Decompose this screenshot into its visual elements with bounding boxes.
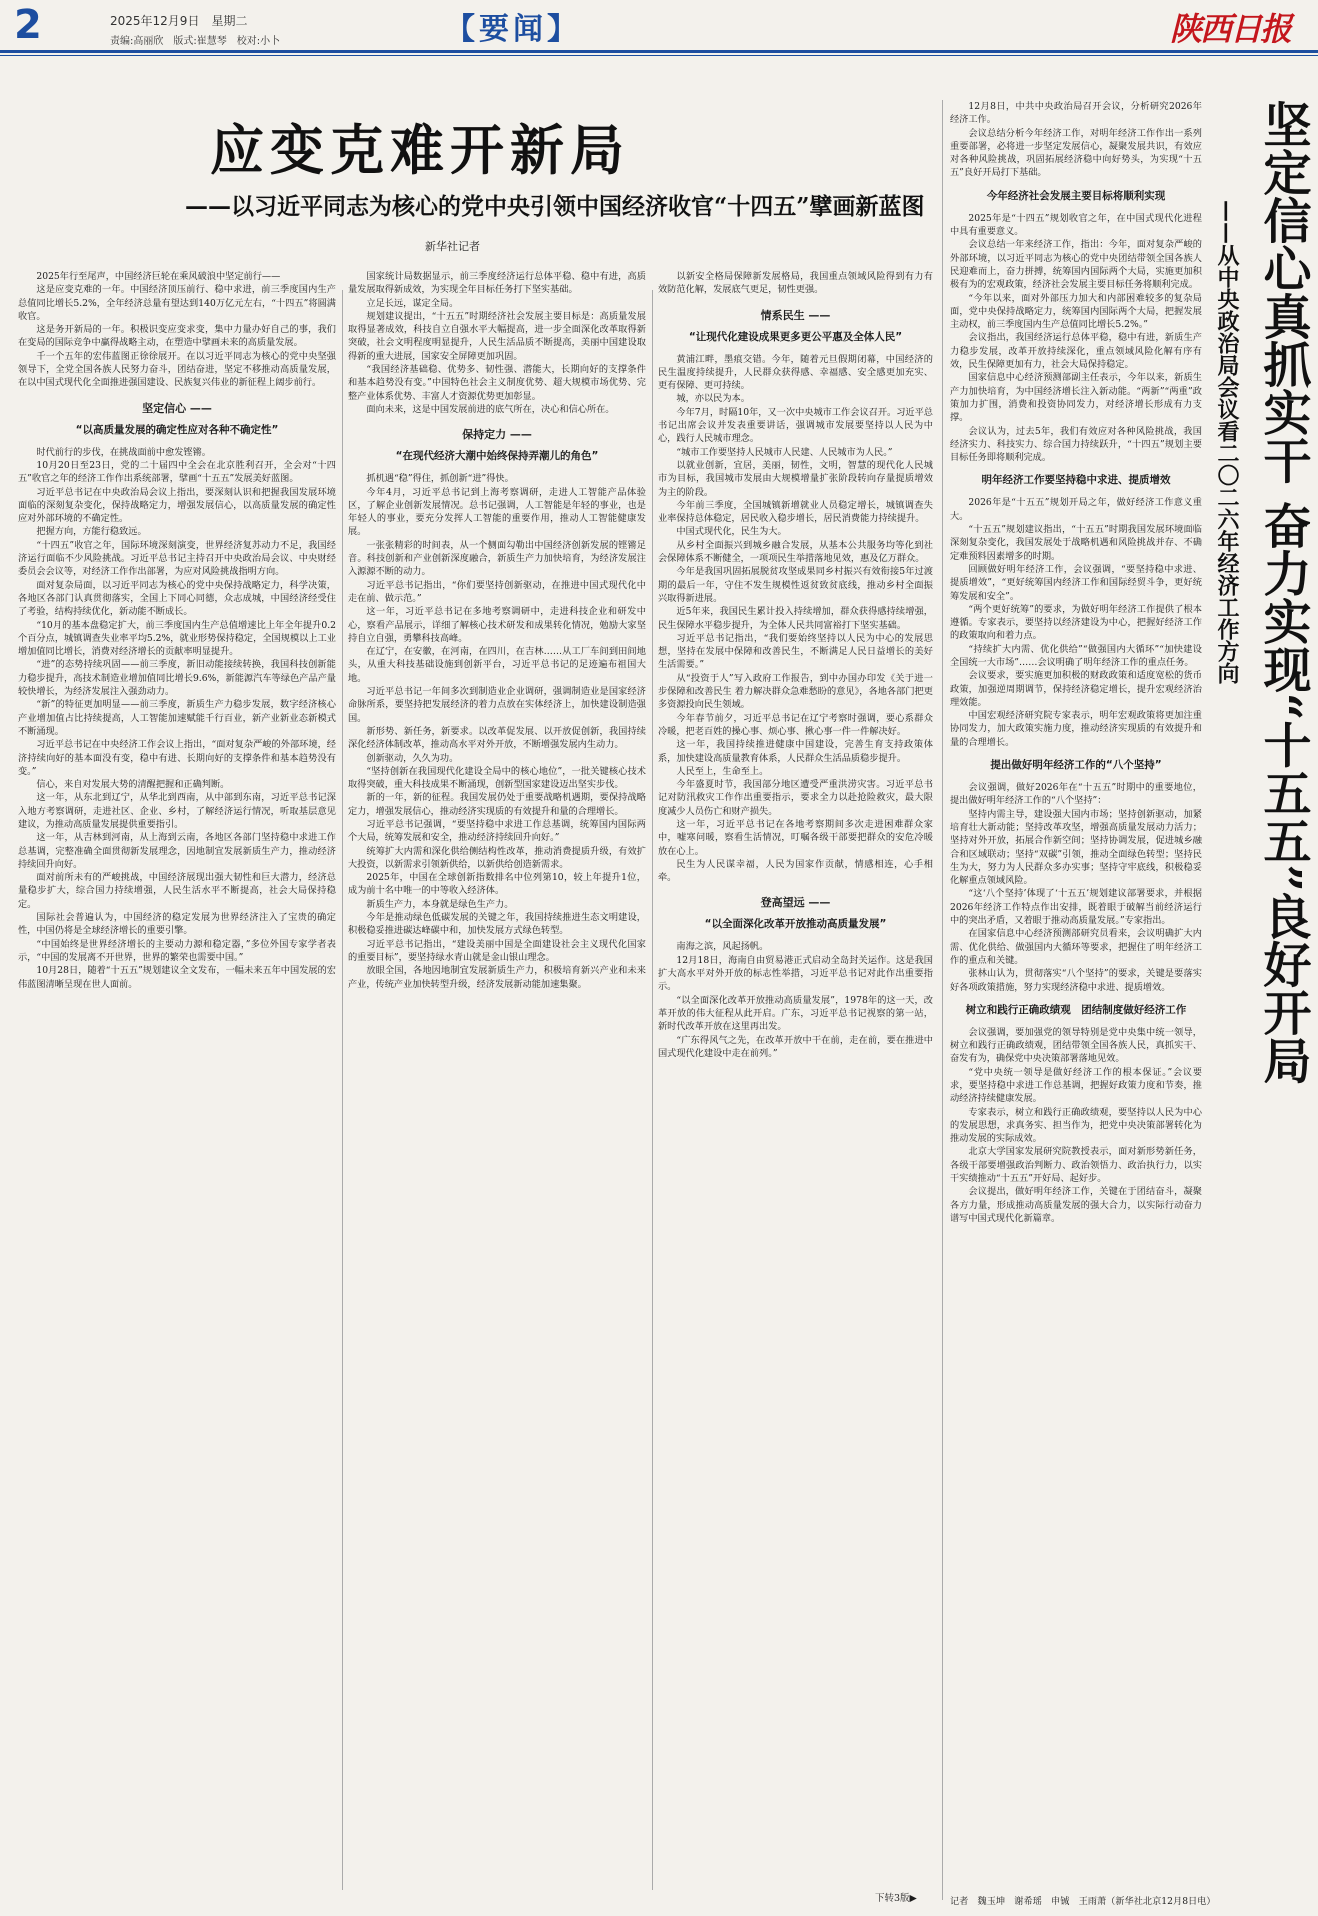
article-paragraph: 在辽宁，在安徽，在河南，在四川，在吉林……从工厂车间到田间地头，从重大科技基础设施到创新平台，习近平总书记的足迹遍布祖国大地。 xyxy=(348,646,646,684)
page-number: 2 xyxy=(14,2,42,48)
article-paragraph: 专家表示，树立和践行正确政绩观，要坚持以人民为中心的发展思想，求真务实、担当作为，把党中央决策部署转化为推动发展的实际成效。 xyxy=(950,1106,1202,1145)
article-paragraph: 这是务开新局的一年。积极识变应变求变，集中力量办好自己的事，我们在变局的国际竞争中赢得战略主动，在塑造中擘画未来的高质量发展。 xyxy=(18,324,336,349)
article-paragraph: 会议提出，做好明年经济工作，关键在于团结奋斗，凝聚各方力量，形成推动高质量发展的强大合力，以实际行动奋力谱写中国式现代化新篇章。 xyxy=(950,1186,1202,1224)
article-paragraph: 会议强调，要加强党的领导特别是党中央集中统一领导，树立和践行正确政绩观，团结带领全国各族人民，真抓实干、奋发有为，确保党中央决策部署落地见效。 xyxy=(950,1026,1202,1065)
article-paragraph: 这一年，从吉林到河南，从上海到云南，各地区各部门坚持稳中求进工作总基调，完整准确全面贯彻新发展理念，因地制宜发展新质生产力，推动经济持续回升向好。 xyxy=(18,832,336,870)
side-article-credit xyxy=(950,1895,1310,1911)
section-subhead: 登高望远 —— xyxy=(760,896,831,910)
article-paragraph: 2025年是“十四五”规划收官之年，在中国式现代化进程中具有重要意义。 xyxy=(950,212,1202,238)
masthead xyxy=(0,0,1318,48)
article-paragraph: “这‘八个坚持’体现了‘十五五’规划建议部署要求，并根据2026年经济工作特点作出安排，既着眼于破解当前经济运行中的突出矛盾，又着眼于推动高质量发展。”专家指出。 xyxy=(950,888,1202,927)
article-paragraph: “十五五”规划建议指出，“十五五”时期我国发展环境面临深刻复杂变化，我国发展处于战略机遇和风险挑战并存、不确定难预料因素增多的时期。 xyxy=(950,524,1202,562)
article-paragraph: “广东得风气之先，在改革开放中干在前，走在前，要在推进中国式现代化建设中走在前列。” xyxy=(658,1034,933,1059)
article-paragraph: “两个更好统筹”的要求，为做好明年经济工作提供了根本遵循。专家表示，要坚持以经济建设为中心，把握好经济工作的政策取向和着力点。 xyxy=(950,603,1202,642)
section-subhead-quote: “以高质量发展的确定性应对各种不确定性” xyxy=(75,423,279,436)
article-paragraph: 在国家信息中心经济预测部研究员看来，会议明确扩大内需、优化供给、做强国内大循环等要求，把握住了明年经济工作的重点和关键。 xyxy=(950,928,1202,966)
article-paragraph: 信心，来自对发展大势的清醒把握和正确判断。 xyxy=(36,779,230,791)
section-subhead: 坚定信心 —— xyxy=(142,401,212,415)
article-paragraph: 立足长远，谋定全局。 xyxy=(366,297,459,309)
article-paragraph: 这一年，从东北到辽宁，从华北到西南，从中部到东南，习近平总书记深入地方考察调研，走进社区、企业、乡村，了解经济运行情况，听取基层意见建议，为推动高质量发展提供重要指引。 xyxy=(18,792,336,830)
article-paragraph: 会议指出，我国经济运行总体平稳，稳中有进，新质生产力稳步发展，改革开放持续深化，重点领域风险化解有序有效，民生保障更加有力，社会大局保持稳定。 xyxy=(950,332,1202,371)
article-paragraph: “城市工作要坚持人民城市人民建、人民城市为人民。” xyxy=(676,446,893,458)
article-paragraph: “十四五”收官之年，国际环境深刻演变，世界经济复苏动力不足，我国经济运行面临不少风险挑战。习近平总书记主持召开中央政治局会议、中央财经委员会会议等，对经济工作作出部署，为应对风险挑战指明方向。 xyxy=(18,539,336,578)
section-subhead: 明年经济工作要坚持稳中求进、提质增效 xyxy=(981,474,1171,487)
column-divider xyxy=(652,290,653,1890)
section-subhead-quote: “让现代化建设成果更多更公平惠及全体人民” xyxy=(688,330,903,343)
article-paragraph: 国家信息中心经济预测部副主任表示，今年以来，新质生产力加快培育，为中国经济增长注入新动能。“两新”“两重”政策加力扩围，消费和投资协同发力，对经济增长形成有力支撑。 xyxy=(950,372,1202,424)
masthead-rule-thin xyxy=(0,55,1318,56)
article-paragraph: 2026年是“十五五”规划开局之年，做好经济工作意义重大。 xyxy=(950,497,1202,522)
article-paragraph: 习近平总书记指出，“我们要始终坚持以人民为中心的发展思想，坚持在发展中保障和改善民生，不断满足人民日益增长的美好生活需要。” xyxy=(658,632,933,671)
article-paragraph: 统筹扩大内需和深化供给侧结构性改革，推动消费提质升级，有效扩大投资，以新需求引领新供给，以新供给创造新需求。 xyxy=(348,845,646,870)
article-paragraph: 张林山认为，贯彻落实“八个坚持”的要求，关键是要落实好各项政策措施，努力实现经济稳中求进、提质增效。 xyxy=(950,968,1202,993)
article-paragraph: 中国式现代化，民生为大。 xyxy=(676,526,787,538)
article-paragraph: 规划建议提出，“十五五”时期经济社会发展主要目标是：高质量发展取得显著成效，科技自立自强水平大幅提高，进一步全面深化改革取得新突破，社会文明程度明显提升，人民生活品质不断提高，美丽中国建设取得新的重大进展，国家安全屏障更加巩固。 xyxy=(348,310,646,362)
article-paragraph: 民生为人民谋幸福，人民为国家作贡献，情感相连，心手相牵。 xyxy=(658,858,933,884)
article-paragraph: “党中央统一领导是做好经济工作的根本保证。”会议要求，要坚持稳中求进工作总基调，把握好政策力度和节奏，推动经济持续健康发展。 xyxy=(950,1066,1202,1105)
article-paragraph: 习近平总书记强调，“要坚持稳中求进工作总基调，统筹国内国际两个大局，统筹发展和安全，推动经济持续回升向好。” xyxy=(348,818,646,844)
article-paragraph: 习近平总书记指出，“你们要坚持创新驱动，在推进中国式现代化中走在前、做示范。” xyxy=(348,579,646,604)
article-paragraph: 习近平总书记在中央政治局会议上指出，要深刻认识和把握我国发展环境面临的深刻复杂变化，保持战略定力，增强发展信心，以高质量发展的确定性应对外部环境的不确定性。 xyxy=(18,486,336,525)
article-paragraph: 放眼全国，各地因地制宜发展新质生产力，积极培育新兴产业和未来产业，传统产业加快转型升级，经济发展新动能加速集聚。 xyxy=(348,965,646,990)
article-paragraph: 近5年来，我国民生累计投入持续增加，群众获得感持续增强，民生保障水平稳步提升，为全体人民共同富裕打下坚实基础。 xyxy=(658,606,933,631)
article-paragraph: 国际社会普遍认为，中国经济的稳定发展为世界经济注入了宝贵的确定性，中国仍将是全球经济增长的重要引擎。 xyxy=(18,912,336,937)
article-paragraph: “进”的态势持续巩固——前三季度，新旧动能接续转换，我国科技创新能力稳步提升，高技术制造业增加值同比增长9.6%，新能源汽车等绿色产品产量较快增长，为经济发展注入强劲动力。 xyxy=(18,659,336,698)
article-paragraph: 国家统计局数据显示，前三季度经济运行总体平稳、稳中有进，高质量发展取得新成效，为实现全年目标任务打下坚实基础。 xyxy=(348,271,646,296)
article-paragraph: 坚持内需主导，建设强大国内市场；坚持创新驱动，加紧培育壮大新动能；坚持改革攻坚，增强高质量发展动力活力；坚持对外开放，拓展合作新空间；坚持协调发展，促进城乡融合和区域联动；坚持“双碳”引领，推动全面绿色转型；坚持民生为大，努力为人民群众多办实事；坚持守牢底线，积极稳妥化解重点领域风险。 xyxy=(950,808,1202,887)
section-title: 【要闻】 xyxy=(445,12,581,47)
continue-note: 下转3版▶ xyxy=(875,1893,917,1904)
article-paragraph: 10月20日至23日，党的二十届四中全会在北京胜利召开，全会对“十四五”收官之年的经济工作作出系统部署，擘画“十五五”发展美好蓝图。 xyxy=(18,459,336,485)
article-paragraph: 南海之滨，风起扬帆。 xyxy=(676,941,769,953)
side-article-column xyxy=(950,100,1202,1895)
article-paragraph: 习近平总书记指出，“建设美丽中国是全面建设社会主义现代化国家的重要目标”，要坚持绿水青山就是金山银山理念。 xyxy=(348,938,646,963)
article-paragraph: 黄浦江畔，墨痕交错。今年，随着元旦假期闭幕，中国经济的民生温度持续提升，人民群众获得感、幸福感、安全感更加充实、更有保障、更可持续。 xyxy=(658,353,933,392)
section-subhead: 树立和践行正确政绩观 团结制度做好经济工作 xyxy=(965,1003,1187,1016)
main-article-column-2 xyxy=(348,270,646,1895)
article-paragraph: 时代前行的步伐，在挑战面前中愈发铿锵。 xyxy=(36,446,211,458)
article-paragraph: 中国宏观经济研究院专家表示，明年宏观政策将更加注重协同发力，加大政策实施力度，推动经济实现质的有效提升和量的合理增长。 xyxy=(950,710,1202,748)
article-paragraph: 今年盛夏时节，我国部分地区遭受严重洪涝灾害。习近平总书记对防汛救灾工作作出重要指示，要求全力以赴抢险救灾，最大限度减少人员伤亡和财产损失。 xyxy=(658,779,933,817)
article-paragraph: 一张张精彩的时间表，从一个侧面勾勒出中国经济创新发展的铿锵足音。科技创新和产业创新深度融合，新质生产力加快培育，为经济发展注入源源不断的动力。 xyxy=(348,539,646,578)
side-article-subtitle: ——从中央政治局会议看二〇二六年经济工作方向 xyxy=(1214,200,1240,684)
article-paragraph: 会议总结分析今年经济工作，对明年经济工作作出一系列重要部署，必将进一步坚定发展信心，凝聚发展共识，有效应对各种风险挑战，巩固拓展经济稳中向好势头，为实现“十五五”良好开局打下基础。 xyxy=(950,127,1202,179)
section-subhead-quote: “在现代经济大潮中始终保持弄潮儿的角色” xyxy=(395,450,599,463)
main-subheadline: ——以习近平同志为核心的党中央引领中国经济收官“十四五”擘画新蓝图 xyxy=(185,193,925,220)
article-paragraph: “新”的特征更加明显——前三季度，新质生产力稳步发展，数字经济核心产业增加值占比持续提高，人工智能加速赋能千行百业，新产业新业态新模式不断涌现。 xyxy=(18,699,336,737)
credit-text: 记者 魏玉坤 谢希瑶 申铖 王雨萧（新华社北京12月8日电） xyxy=(950,1896,1216,1907)
article-paragraph: 会议认为，过去5年，我们有效应对各种风险挑战，我国经济实力、科技实力、综合国力持续跃升，“十四五”规划主要目标任务即将顺利完成。 xyxy=(950,425,1202,464)
article-paragraph: 2025年行至尾声，中国经济巨轮在乘风破浪中坚定前行—— xyxy=(36,271,281,282)
article-paragraph: 千一个五年的宏伟蓝图正徐徐展开。在以习近平同志为核心的党中央坚强领导下，全党全国各族人民努力奋斗，团结奋进，坚定不移推动高质量发展，在以中国式现代化全面推进强国建设、民族复兴伟业的新征程上阔步前行。 xyxy=(18,350,336,389)
article-paragraph: 12月8日，中共中央政治局召开会议，分析研究2026年经济工作。 xyxy=(950,101,1202,126)
article-paragraph: 今年4月，习近平总书记到上海考察调研，走进人工智能产品体验区，了解企业创新发展情况。总书记强调，人工智能是年轻的事业，也是年轻人的事业，要充分发挥人工智能的重要作用，推动人工智能健康发展。 xyxy=(348,486,646,538)
article-paragraph: 会议要求，要实施更加积极的财政政策和适度宽松的货币政策，加强逆周期调节，保持经济稳定增长，提升宏观经济治理效能。 xyxy=(950,670,1202,708)
article-paragraph: 习近平总书记一年间多次到制造业企业调研，强调制造业是国家经济命脉所系，要坚持把发展经济的着力点放在实体经济上，加快建设制造强国。 xyxy=(348,686,646,724)
article-paragraph: 新质生产力，本身就是绿色生产力。 xyxy=(366,898,514,910)
section-subhead: 提出做好明年经济工作的“八个坚持” xyxy=(990,759,1162,772)
section-subhead: 今年经济社会发展主要目标将顺利实现 xyxy=(986,189,1166,202)
editor-credits: 责编:高丽欣 版式:崔慧琴 校对:小卜 xyxy=(110,36,281,47)
article-paragraph: 10月28日，随着“十五五”规划建议全文发布，一幅未来五年中国发展的宏伟蓝图清晰呈现在世人面前。 xyxy=(18,965,336,990)
masthead-rule xyxy=(0,50,1318,53)
main-article-column-1 xyxy=(18,270,336,1895)
article-paragraph: 北京大学国家发展研究院教授表示，面对新形势新任务，各级干部要增强政治判断力、政治领悟力、政治执行力，以实干实绩推动“十五五”开好局、起好步。 xyxy=(950,1146,1202,1185)
article-paragraph: 抓机遇“稳”得住，抓创新“进”得快。 xyxy=(366,473,514,485)
article-paragraph: 习近平总书记在中央经济工作会议上指出，“面对复杂严峻的外部环境，经济持续向好的基本面没有变，稳中有进、长期向好的支撑条件和基本趋势没有变。” xyxy=(18,739,336,777)
article-paragraph: 把握方向，方能行稳致远。 xyxy=(36,526,147,538)
article-paragraph: 面向未来，这是中国发展前进的底气所在，决心和信心所在。 xyxy=(366,403,615,415)
side-divider xyxy=(942,100,943,1900)
article-paragraph: “持续扩大内需、优化供给”“做强国内大循环”“加快建设全国统一大市场”……会议明确了明年经济工作的重点任务。 xyxy=(950,643,1202,668)
article-paragraph: 以就业创新，宜居，美丽，韧性，文明，智慧的现代化人民城市为目标，我国城市发展由大规模增量扩张阶段转向存量提质增效为主的阶段。 xyxy=(658,459,933,498)
article-paragraph: 今年是推动绿色低碳发展的关键之年，我国持续推进生态文明建设，积极稳妥推进碳达峰碳中和，加快发展方式绿色转型。 xyxy=(348,912,646,937)
article-paragraph: “今年以来，面对外部压力加大和内部困难较多的复杂局面，党中央保持战略定力，统筹国内国际两个大局，把握发展主动权，前三季度国内生产总值同比增长5.2%。” xyxy=(950,292,1202,331)
article-paragraph: 今年是我国巩固拓展脱贫攻坚成果同乡村振兴有效衔接5年过渡期的最后一年，守住不发生规模性返贫致贫底线，推动乡村全面振兴取得新进展。 xyxy=(658,566,933,604)
article-paragraph: 今年春节前夕，习近平总书记在辽宁考察时强调，要心系群众冷暖，把老百姓的操心事、烦心事、揪心事一件一件解决好。 xyxy=(658,712,933,737)
article-paragraph: 这一年，习近平总书记在各地考察期间多次走进困难群众家中，嘘寒问暖，察看生活情况，叮嘱各级干部要把群众的安危冷暖放在心上。 xyxy=(658,818,933,857)
article-paragraph: 今年7月，时隔10年，又一次中央城市工作会议召开。习近平总书记出席会议并发表重要讲话，强调城市发展要坚持以人民为中心，践行人民城市理念。 xyxy=(658,406,933,445)
byline: 新华社记者 xyxy=(425,240,480,253)
article-paragraph: 人民至上，生命至上。 xyxy=(676,765,769,777)
main-headline: 应变克难开新局 xyxy=(210,118,630,182)
article-paragraph: “我国经济基础稳、优势多、韧性强、潜能大，长期向好的支撑条件和基本趋势没有变。”中国特色社会主义制度优势、超大规模市场优势、完整产业体系优势、丰富人才资源优势更加彰显。 xyxy=(348,364,646,402)
issue-date: 2025年12月9日 星期二 xyxy=(110,14,248,28)
section-subhead: 情系民生 —— xyxy=(760,308,831,322)
article-paragraph: 从“投资于人”写入政府工作报告，到中办国办印发《关于进一步保障和改善民生 着力解决群众急难愁盼的意见》，各地各部门把更多资源投向民生领域。 xyxy=(658,672,933,711)
column-divider xyxy=(342,290,343,1890)
newspaper-logo: 陕西日报 xyxy=(1170,10,1291,48)
article-paragraph: 城，亦以民为本。 xyxy=(676,393,750,405)
article-paragraph: 今年前三季度，全国城镇新增就业人员稳定增长，城镇调查失业率保持总体稳定，居民收入稳步增长，居民消费能力持续提升。 xyxy=(658,499,933,525)
section-subhead: 保持定力 —— xyxy=(462,428,532,442)
article-paragraph: 新形势、新任务，新要求。以改革促发展、以开放促创新，我国持续深化经济体制改革，推动高水平对外开放，不断增强发展内生动力。 xyxy=(348,725,646,751)
article-paragraph: 回顾做好明年经济工作，会议强调，“要坚持稳中求进、提质增效”，“更好统筹国内经济工作和国际经贸斗争，更好统筹发展和安全”。 xyxy=(950,563,1202,602)
article-paragraph: 面对复杂局面，以习近平同志为核心的党中央保持战略定力，科学决策，各地区各部门认真贯彻落实，全国上下同心同德，众志成城，中国经济经受住了考验，结构持续优化，新动能不断成长。 xyxy=(18,579,336,618)
article-paragraph: 这一年，我国持续推进健康中国建设，完善生育支持政策体系，加快建设高质量教育体系，人民群众生活品质稳步提升。 xyxy=(658,739,933,764)
article-paragraph: “以全面深化改革开放推动高质量发展”，1978年的这一天，改革开放的伟大征程从此开启。广东，习近平总书记视察的第一站，新时代改革开放在这里再出发。 xyxy=(658,994,933,1033)
article-paragraph: 2025年，中国在全球创新指数排名中位列第10，较上年提升1位，成为前十名中唯一的中等收入经济体。 xyxy=(348,872,646,897)
article-paragraph: 面对前所未有的严峻挑战，中国经济展现出强大韧性和巨大潜力，经济总量稳步扩大，综合国力持续增强，人民生活水平不断提高，社会大局保持稳定。 xyxy=(18,872,336,910)
article-paragraph: “10月的基本盘稳定扩大，前三季度国内生产总值增速比上年全年提升0.2个百分点，城镇调查失业率平均5.2%，就业形势保持稳定，全国规模以上工业增加值同比增长，消费对经济增长的贡献率明显提升。 xyxy=(18,619,336,658)
article-paragraph: “中国始终是世界经济增长的主要动力源和稳定器，”多位外国专家学者表示，“中国的发展离不开世界，世界的繁荣也需要中国。” xyxy=(18,938,336,963)
article-paragraph: 从乡村全面振兴到城乡融合发展，从基本公共服务均等化到社会保障体系不断健全，一项项民生举措落地见效，惠及亿万群众。 xyxy=(658,539,933,565)
article-paragraph: 以新安全格局保障新发展格局，我国重点领域风险得到有力有效防范化解，发展底气更足，韧性更强。 xyxy=(658,271,933,296)
article-paragraph: 创新驱动，久久为功。 xyxy=(366,752,459,764)
article-paragraph: 这一年，习近平总书记在多地考察调研中，走进科技企业和研发中心，察看产品展示，详细了解核心技术研发和成果转化情况，勉励大家坚持自立自强，勇攀科技高峰。 xyxy=(348,606,646,644)
side-article-title: 坚定信心真抓实干 奋力实现“十五五”良好开局 xyxy=(1255,100,1311,1084)
section-subhead-quote: “以全面深化改革开放推动高质量发展” xyxy=(704,918,887,931)
article-paragraph: 会议总结一年来经济工作，指出：今年，面对复杂严峻的外部环境，以习近平同志为核心的党中央团结带领全国各族人民迎难而上，奋力拼搏，统筹国内国际两个大局，实施更加积极有为的宏观政策，经济社会发展主要目标任务将顺利完成。 xyxy=(950,239,1202,291)
article-paragraph: “坚持创新在我国现代化建设全局中的核心地位”，一批关键核心技术取得突破，重大科技成果不断涌现，创新型国家建设迈出坚实步伐。 xyxy=(348,765,646,791)
article-paragraph: 12月18日，海南自由贸易港正式启动全岛封关运作。这是我国扩大高水平对外开放的标志性举措，习近平总书记对此作出重要指示。 xyxy=(658,954,933,993)
article-paragraph: 这是应变克难的一年。中国经济顶压前行、稳中求进，前三季度国内生产总值同比增长5.2%，全年经济总量有望达到140万亿元左右，“十四五”将圆满收官。 xyxy=(18,284,336,322)
article-paragraph: 新的一年，新的征程。我国发展仍处于重要战略机遇期，要保持战略定力，增强发展信心，推动经济实现质的有效提升和量的合理增长。 xyxy=(348,792,646,817)
main-article-column-3 xyxy=(658,270,933,1880)
article-paragraph: 会议强调，做好2026年在“十五五”时期中的重要地位，提出做好明年经济工作的“八个坚持”： xyxy=(950,782,1202,807)
